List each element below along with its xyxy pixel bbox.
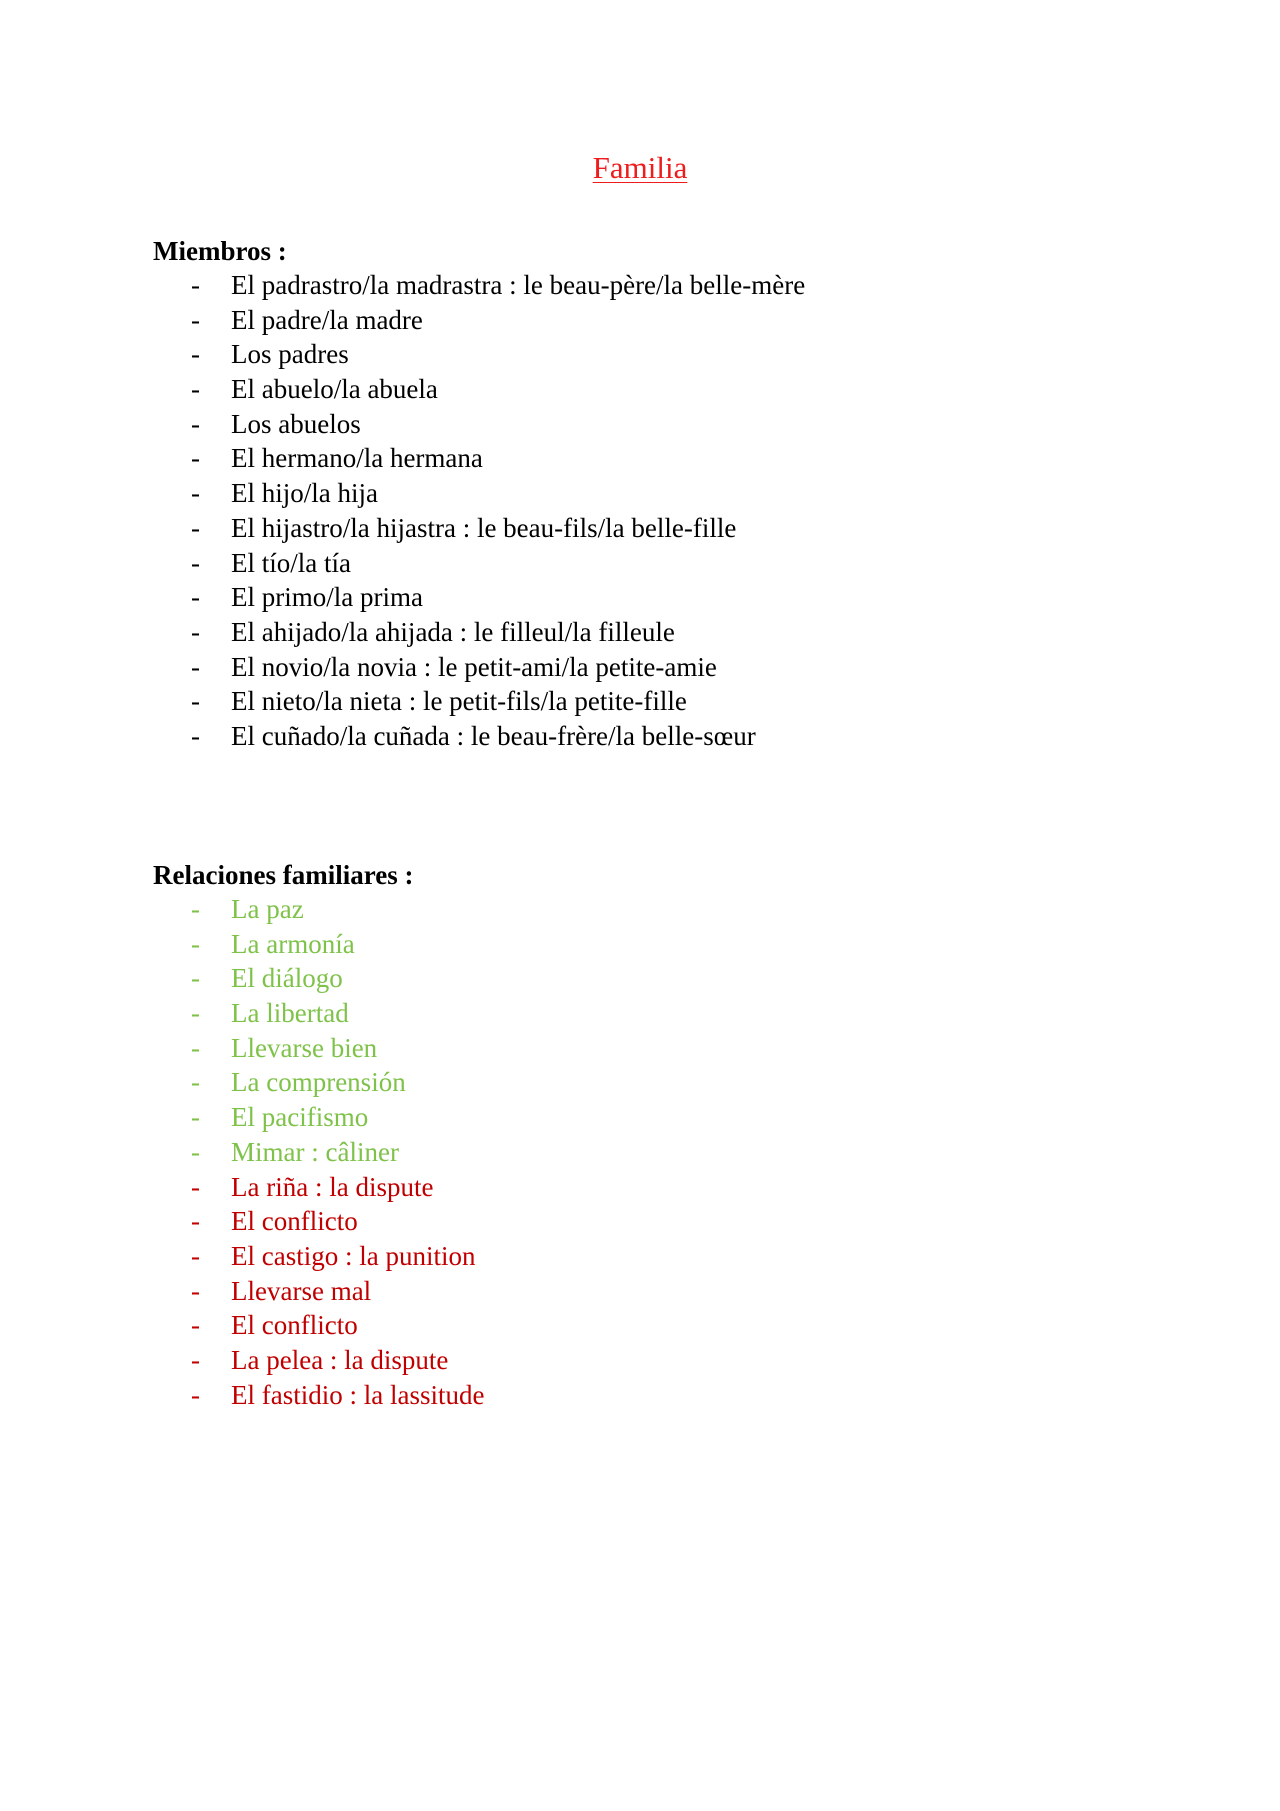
relation-item-text: La riña : la dispute — [231, 1171, 434, 1202]
bullet-dash: - — [191, 1067, 200, 1098]
bullet-dash: - — [191, 374, 200, 405]
bullet-dash: - — [191, 1032, 200, 1063]
bullet-dash: - — [191, 1171, 200, 1202]
bullet-dash: - — [191, 1379, 200, 1410]
member-item-text: Los padres — [231, 339, 349, 370]
bullet-dash: - — [191, 1136, 200, 1167]
bullet-dash: - — [191, 894, 200, 924]
relation-item-text: Llevarse mal — [231, 1275, 372, 1306]
member-item-text: Los abuelos — [231, 408, 361, 439]
bullet-dash: - — [191, 582, 200, 613]
member-item-text: El tío/la tía — [231, 547, 351, 578]
member-item-text: El cuñado/la cuñada : le beau-frère/la belle-sœur — [231, 720, 756, 751]
bullet-dash: - — [191, 478, 200, 509]
member-item-text: El padrastro/la madrastra : le beau-père/la belle-mère — [231, 270, 806, 300]
relation-item-text: El fastidio : la lassitude — [231, 1379, 485, 1410]
relation-item-text: El conflicto — [231, 1206, 358, 1237]
bullet-dash: - — [191, 1275, 200, 1306]
bullet-dash: - — [191, 686, 200, 717]
member-item-text: El hijo/la hija — [231, 478, 378, 509]
bullet-dash: - — [191, 963, 200, 994]
relation-item-text: El conflicto — [231, 1310, 358, 1341]
bullet-dash: - — [191, 1344, 200, 1375]
bullet-dash: - — [191, 1206, 200, 1237]
bullet-dash: - — [191, 1240, 200, 1271]
relation-item-text: La armonía — [231, 928, 355, 959]
member-item-text: El padre/la madre — [231, 304, 423, 335]
bullet-dash: - — [191, 1310, 200, 1341]
bullet-dash: - — [191, 720, 200, 751]
bullet-dash: - — [191, 1102, 200, 1133]
member-item-text: El hermano/la hermana — [231, 443, 483, 474]
relation-item-text: La paz — [231, 894, 304, 924]
relations-heading: Relaciones familiares : — [153, 860, 414, 890]
relation-item-text: La libertad — [231, 998, 349, 1029]
members-heading: Miembros : — [153, 236, 287, 266]
relation-item-text: La pelea : la dispute — [231, 1344, 449, 1375]
page-title: Familia — [592, 150, 688, 185]
bullet-dash: - — [191, 304, 200, 335]
bullet-dash: - — [191, 443, 200, 474]
bullet-dash: - — [191, 270, 200, 300]
bullet-dash: - — [191, 547, 200, 578]
relation-item-text: El castigo : la punition — [231, 1240, 476, 1271]
bullet-dash: - — [191, 928, 200, 959]
relation-item-text: El pacifismo — [231, 1102, 369, 1133]
bullet-dash: - — [191, 408, 200, 439]
bullet-dash: - — [191, 339, 200, 370]
member-item-text: El hijastro/la hijastra : le beau-fils/la belle-fille — [231, 512, 737, 543]
member-item-text: El novio/la novia : le petit-ami/la petite-amie — [231, 651, 717, 682]
member-item-text: El primo/la prima — [231, 582, 423, 613]
member-item-text: El abuelo/la abuela — [231, 374, 438, 405]
bullet-dash: - — [191, 998, 200, 1029]
member-item-text: El ahijado/la ahijada : le filleul/la filleule — [231, 616, 675, 647]
bullet-dash: - — [191, 512, 200, 543]
member-item-text: El nieto/la nieta : le petit-fils/la petite-fille — [231, 686, 687, 717]
relation-item-text: Llevarse bien — [231, 1032, 378, 1063]
relation-item-text: Mimar : câliner — [231, 1136, 399, 1167]
relation-item-text: El diálogo — [231, 963, 343, 994]
bullet-dash: - — [191, 616, 200, 647]
relation-item-text: La comprensión — [231, 1067, 406, 1098]
bullet-dash: - — [191, 651, 200, 682]
